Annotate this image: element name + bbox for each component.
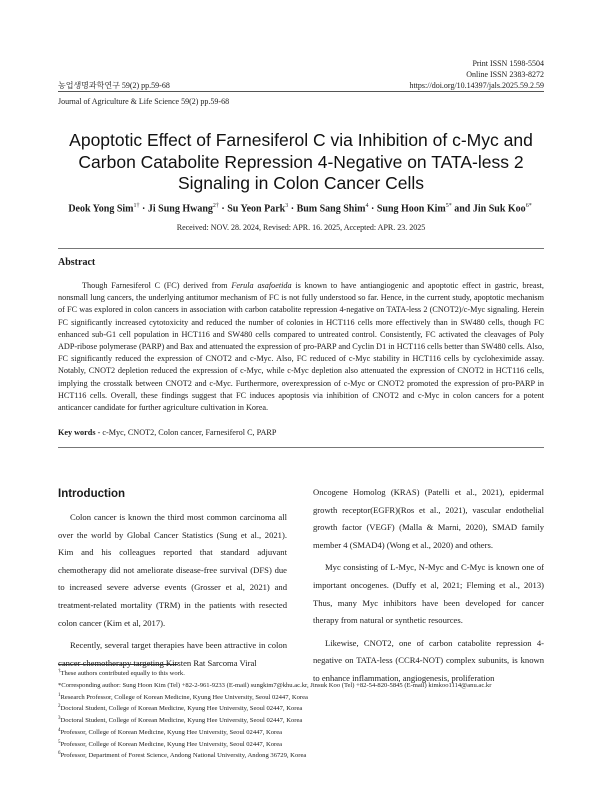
author-name: Deok Yong Sim [68, 203, 134, 215]
footnote-mark: 6 [58, 751, 61, 757]
author-affiliation-mark: 1† [133, 203, 140, 209]
author-separator: · [368, 203, 377, 215]
footnote-text: These authors contributed equally to this work. [60, 670, 185, 678]
author-name: Sung Hoon Kim [376, 203, 446, 215]
author-affiliation-mark: 4 [365, 203, 369, 209]
keywords [58, 428, 276, 437]
footnote-line [58, 679, 544, 691]
author-affiliation-mark: 5* [445, 203, 452, 209]
footnote-mark: 1 [58, 692, 61, 698]
intro-paragraph: Colon cancer is known the third most common carcinoma all over the world by Global Cancer Statistics (Sung et al., 2021). Kim and his colleagues reported that standard adjuvant chemotherapy did not ameliorate disease-free survival (DFS) due to increased severe adverse events (Grosser et al, 2021) and treatment-related mortality (TRM) in the patients with resected colon cancer (Kim et al, 2017). [58, 512, 287, 628]
footnote-rule [58, 664, 178, 665]
author-separator: · [139, 203, 148, 215]
footnote-line [58, 738, 544, 750]
author-list [40, 203, 560, 214]
footnote-mark: 5 [58, 739, 61, 745]
footnote-text: Doctoral Student, College of Korean Medicine, Kyung Hee University, Seoul 02447, Korea [60, 717, 303, 725]
intro-paragraph: Recently, several target therapies have been attractive in colon cancer chemotherapy targeting Kirsten Rat Sarcoma Viral [58, 640, 287, 668]
footnote-line [58, 749, 544, 761]
keywords-dash: - [95, 428, 103, 437]
author-name: Jin Suk Koo [472, 203, 526, 215]
keywords-label: Key words [58, 428, 96, 437]
intro-paragraph: Myc consisting of L-Myc, N-Myc and C-Myc is known one of important oncogenes. (Duffy et al, 2021; Fleming et al., 2013) Thus, many Myc inhibitors have been developed for cancer therapy from natural or synthetic resources. [313, 562, 544, 626]
author-separator: · [288, 203, 297, 215]
abstract-text [58, 280, 544, 414]
online-issn: Online ISSN 2383-8272 [466, 70, 544, 79]
abstract-heading: Abstract [58, 257, 96, 268]
author-affiliation-mark: 3 [285, 203, 289, 209]
intro-paragraph-continued: Oncogene Homolog (KRAS) (Patelli et al., 2021), epidermal growth receptor(EGFR)(Ros et al., 2021), vascular endothelial growth factor (VEGF) (Malla & Marni, 2020), SMAD family member 4 (SMAD4) (Wong et al., 2020) and others. [313, 487, 544, 550]
intro-left-column [58, 509, 287, 677]
author-name: Su Yeon Park [227, 203, 286, 215]
footnote-text: Professor, College of Korean Medicine, Kyung Hee University, Seoul 02447, Korea [60, 740, 283, 748]
author-affiliation-mark: 6* [525, 203, 532, 209]
footnote-text: Research Professor, College of Korean Medicine, Kyung Hee University, Seoul 02447, Korea [60, 693, 308, 701]
footnote-text: Doctoral Student, College of Korean Medicine, Kyung Hee University, Seoul 02447, Korea [60, 705, 303, 713]
paper-title: Apoptotic Effect of Farnesiferol C via Inhibition of c-Myc and Carbon Catabolite Repression 4-Negative on TATA-less 2 Signaling in Colon Cancer Cells [69, 130, 533, 193]
footnote-text: *Corresponding author: Sung Hoon Kim (Tel) +82-2-961-9233 (E-mail) sungkim7@khu.ac.kr, Jinsuk Koo (Tel) +82-54-820-5845 (E-mail) kimkoo1114@anu.ac.kr [58, 681, 492, 689]
footnote-mark: 4 [58, 727, 61, 733]
footnote-line [58, 726, 544, 738]
footnote-line [58, 667, 544, 679]
issn-block [466, 58, 544, 80]
doi-link[interactable]: https://doi.org/10.14397/jals.2025.59.2.59 [409, 81, 544, 90]
footnote-mark: † [58, 669, 61, 674]
intro-right-column [313, 484, 544, 693]
intro-paragraph: Likewise, CNOT2, one of carbon catabolite repression 4-negative on TATA-less (CCR4-NOT) complex subunits, is known to enhance inflammation, angiogenesis, proliferation [313, 637, 544, 683]
footnote-text: Professor, College of Korean Medicine, Kyung Hee University, Seoul 02447, Korea [60, 729, 283, 737]
keywords-text: c-Myc, CNOT2, Colon cancer, Farnesiferol C, PARP [102, 428, 277, 437]
footnote-line [58, 691, 544, 703]
received-dates: Received: NOV. 28. 2024, Revised: APR. 16. 2025, Accepted: APR. 23. 2025 [176, 223, 426, 232]
footnote-text: Professor, Department of Forest Science, Andong National University, Andong 36729, Korea [60, 752, 307, 760]
abstract-text-start: Though Farnesiferol C (FC) derived from [82, 281, 232, 290]
header-rule [58, 91, 544, 92]
footnote-mark: 3 [58, 716, 61, 722]
journal-korean: 농업생명과학연구 59(2) pp.59-68 [58, 81, 170, 90]
footnote-line [58, 714, 544, 726]
author-affiliation-mark: 2† [212, 203, 219, 209]
footnotes [58, 667, 544, 761]
footnote-mark: 2 [58, 704, 61, 710]
introduction-heading: Introduction [58, 488, 126, 500]
author-separator: · [218, 203, 228, 215]
footnote-line [58, 702, 544, 714]
journal-english: Journal of Agriculture & Life Science 59(2) pp.59-68 [58, 97, 230, 106]
print-issn: Print ISSN 1598-5504 [472, 59, 544, 68]
abstract-text-rest: is known to have antiangiogenic and apoptotic effect in gastric, breast, nonsmall lung cancers, the underlying antitumor mechanism of FC is not fully understood so far. Hence, in the current study, apoptotic mechanism of FC was explored in colon cancers in association with carbon catabolite repression 4-negative on TATA-less 2 (CNOT2)/c-Myc signaling. Herein FC significantly increased cytotoxicity and reduced the number of colonies in HCT116 cells more effectively than in SW480 cells, though FC enhanced sub-G1 cell population in HCT116 and SW480 cells compared to untreated control. Consistently, FC activated the cleavages of Poly ADP-ribose polymerase (PARP) and Bax and attenuated the expression of pro-PARP and Cyclin D1 in HCT116 cells better than SW480 cells. Also, FC significantly reduced the expression of CNOT2 and c-Myc. Also, FC reduced of c-Myc stability in HCT116 cells by cycloheximide assay. Notably, CNOT2 depletion reduced the expression of c-Myc, while c-Myc depletion also attenuated the expression of CNOT2 in HCT116 cells, implying the crosstalk between CNOT2 and c-Myc. Furthermore, overexpression of c-Myc or CNOT2 promoted the expression of pro-PARP in HCT116 cells. Overall, these findings suggest that FC induces apoptosis via inhibition of CNOT2 and c-Myc in colon cancers for a potent anticancer candidate for further agriculture cultivation in Korea. [58, 281, 544, 413]
author-name: Bum Sang Shim [296, 203, 366, 215]
abstract-species: Ferula asafoetida [231, 281, 292, 290]
author-name: Ji Sung Hwang [147, 203, 213, 215]
author-separator: and [451, 203, 473, 215]
